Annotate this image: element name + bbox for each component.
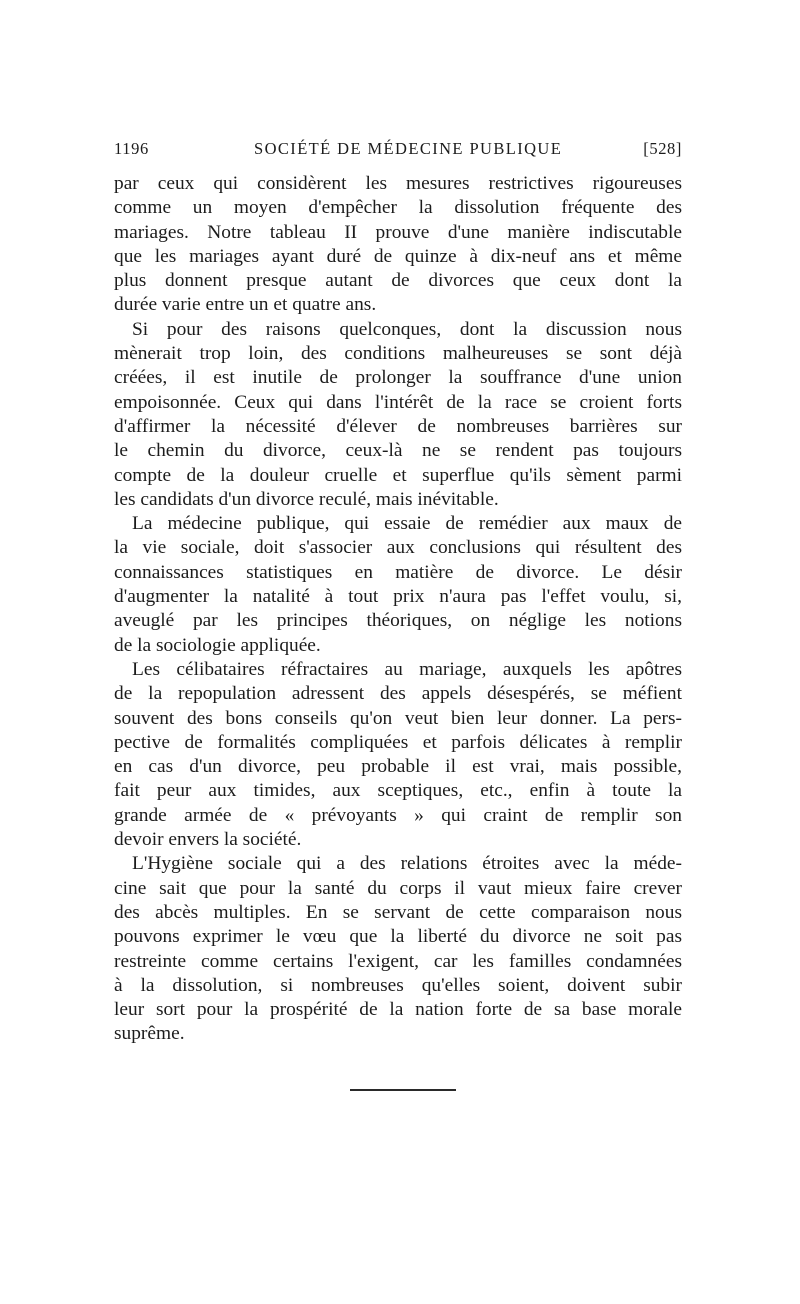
text-line: d'affirmer la nécessité d'élever de nombreuses barrières sur xyxy=(114,415,682,437)
text-line: que les mariages ayant duré de quinze à dix-neuf ans et même xyxy=(114,245,682,267)
text-line: comme un moyen d'empêcher la dissolution fréquente des xyxy=(114,197,682,219)
text-line: mariages. Notre tableau II prouve d'une manière indiscutable xyxy=(114,221,682,243)
text-line: grande armée de « prévoyants » qui craint de remplir son xyxy=(114,804,682,826)
text-line: compte de la douleur cruelle et superflue qu'ils sèment parmi xyxy=(114,464,682,486)
text-line: empoisonnée. Ceux qui dans l'intérêt de la race se croient forts xyxy=(114,391,682,413)
text-line: plus donnent presque autant de divorces que ceux dont la xyxy=(114,270,682,292)
text-line: suprême. xyxy=(114,1023,185,1045)
text-line: d'augmenter la natalité à tout prix n'aura pas l'effet voulu, si, xyxy=(114,586,682,608)
text-line: des abcès multiples. En se servant de cette comparaison nous xyxy=(114,901,682,923)
text-line: la vie sociale, doit s'associer aux conclusions qui résultent des xyxy=(114,537,682,559)
text-line: Si pour des raisons quelconques, dont la discussion nous xyxy=(132,318,682,340)
text-line: fait peur aux timides, aux sceptiques, etc., enfin à toute la xyxy=(114,780,682,802)
text-line: le chemin du divorce, ceux-là ne se rendent pas toujours xyxy=(114,440,682,462)
section-number: [528] xyxy=(643,139,682,158)
text-line: par ceux qui considèrent les mesures restrictives rigoureuses xyxy=(114,173,682,194)
text-line: en cas d'un divorce, peu probable il est vrai, mais possible, xyxy=(114,756,682,778)
text-line: pouvons exprimer le vœu que la liberté du divorce ne soit pas xyxy=(114,926,682,948)
text-line: créées, il est inutile de prolonger la souffrance d'une union xyxy=(114,367,682,389)
running-title: SOCIÉTÉ DE MÉDECINE PUBLIQUE xyxy=(254,139,563,158)
body-text xyxy=(114,172,682,1047)
text-line: mènerait trop loin, des conditions malheureuses se sont déjà xyxy=(114,343,682,365)
text-line: leur sort pour la prospérité de la nation forte de sa base morale xyxy=(114,999,682,1021)
text-line: devoir envers la société. xyxy=(114,829,302,851)
text-line: de la sociologie appliquée. xyxy=(114,634,321,656)
text-line: Les célibataires réfractaires au mariage, auxquels les apôtres xyxy=(132,658,682,680)
running-header xyxy=(114,139,682,163)
text-line: cine sait que pour la santé du corps il vaut mieux faire crever xyxy=(114,877,682,899)
text-line: restreinte comme certains l'exigent, car les familles condamnées xyxy=(114,950,682,972)
text-line: durée varie entre un et quatre ans. xyxy=(114,294,377,316)
page-number: 1196 xyxy=(114,139,149,158)
text-line: connaissances statistiques en matière de divorce. Le désir xyxy=(114,561,682,583)
text-line: L'Hygiène sociale qui a des relations étroites avec la méde- xyxy=(132,853,682,875)
text-line: aveuglé par les principes théoriques, on néglige les notions xyxy=(114,610,682,632)
text-line: de la repopulation adressent des appels désespérés, se méfient xyxy=(114,683,682,705)
text-line: souvent des bons conseils qu'on veut bien leur donner. La pers- xyxy=(114,707,682,729)
closing-rule xyxy=(350,1089,456,1091)
text-line: La médecine publique, qui essaie de remédier aux maux de xyxy=(132,513,682,535)
text-line: à la dissolution, si nombreuses qu'elles soient, doivent subir xyxy=(114,974,682,996)
text-line: pective de formalités compliquées et parfois délicates à remplir xyxy=(114,731,682,753)
text-line: les candidats d'un divorce reculé, mais inévitable. xyxy=(114,488,499,510)
